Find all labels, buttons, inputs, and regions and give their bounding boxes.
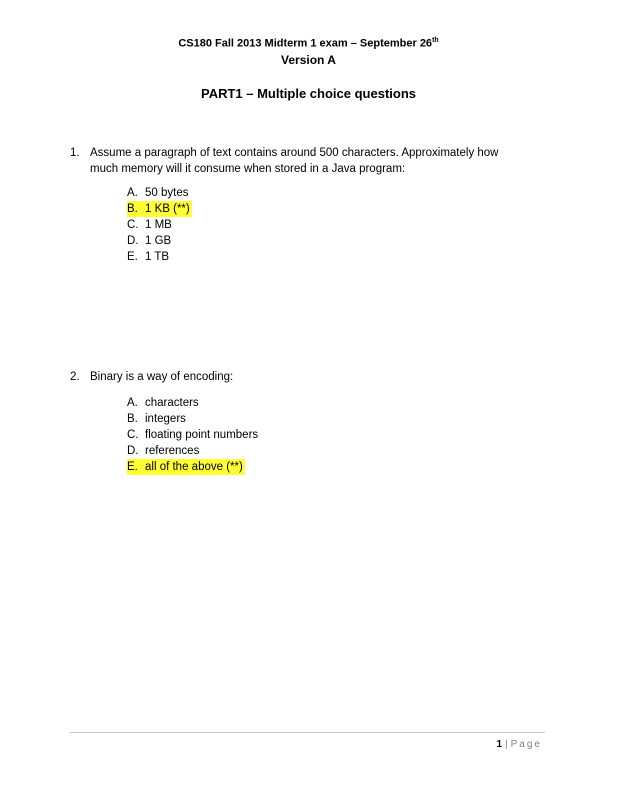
option-text: 1 TB xyxy=(145,251,170,263)
question-1-text-line2: much memory will it consume when stored in a Java program: xyxy=(90,163,406,175)
header-title-text: CS180 Fall 2013 Midterm 1 exam – September 26 xyxy=(178,37,433,50)
option-text: floating point numbers xyxy=(145,429,259,441)
option-row xyxy=(127,427,258,443)
option-row xyxy=(127,249,192,265)
option-letter: A. xyxy=(127,397,138,409)
option-letter: E. xyxy=(127,251,138,263)
footer-separator: | xyxy=(505,739,508,750)
option-row xyxy=(127,411,258,427)
option-row xyxy=(127,201,192,217)
option-text: 1 MB xyxy=(145,219,172,231)
option-row xyxy=(127,395,258,411)
option-row xyxy=(127,233,192,249)
highlighted-answer xyxy=(127,459,245,475)
option-text: all of the above (**) xyxy=(145,461,243,473)
option-letter: C. xyxy=(127,429,139,441)
page-number: 1 xyxy=(496,739,503,750)
option-letter: E. xyxy=(127,461,138,473)
exam-version: Version A xyxy=(281,53,336,67)
question-1 xyxy=(70,145,550,177)
option-row xyxy=(127,443,258,459)
option-text: 50 bytes xyxy=(145,187,189,199)
option-text: characters xyxy=(145,397,199,409)
question-2 xyxy=(70,369,550,385)
exam-header-title xyxy=(0,37,617,50)
option-text: references xyxy=(145,445,200,457)
option-row xyxy=(127,185,192,201)
question-1-text-line1: Assume a paragraph of text contains around 500 characters. Approximately how xyxy=(90,147,499,159)
option-row xyxy=(127,217,192,233)
page-label: Page xyxy=(510,739,542,750)
option-letter: C. xyxy=(127,219,139,231)
part-title: PART1 – Multiple choice questions xyxy=(200,86,416,101)
option-letter: A. xyxy=(127,187,138,199)
footer-rule xyxy=(70,732,545,733)
option-letter: B. xyxy=(127,203,138,215)
question-2-number: 2. xyxy=(70,371,80,383)
option-letter: B. xyxy=(127,413,138,425)
question-2-options xyxy=(127,395,258,475)
option-text: 1 GB xyxy=(145,235,172,247)
question-1-options xyxy=(127,185,192,265)
highlighted-answer xyxy=(127,201,192,217)
page-footer xyxy=(496,739,542,750)
option-text: 1 KB (**) xyxy=(145,203,190,215)
option-letter: D. xyxy=(127,235,139,247)
option-letter: D. xyxy=(127,445,139,457)
option-text: integers xyxy=(145,413,186,425)
question-1-number: 1. xyxy=(70,147,80,159)
question-2-text-line1: Binary is a way of encoding: xyxy=(90,371,234,383)
header-title-superscript: th xyxy=(432,37,439,44)
option-row xyxy=(127,459,258,475)
